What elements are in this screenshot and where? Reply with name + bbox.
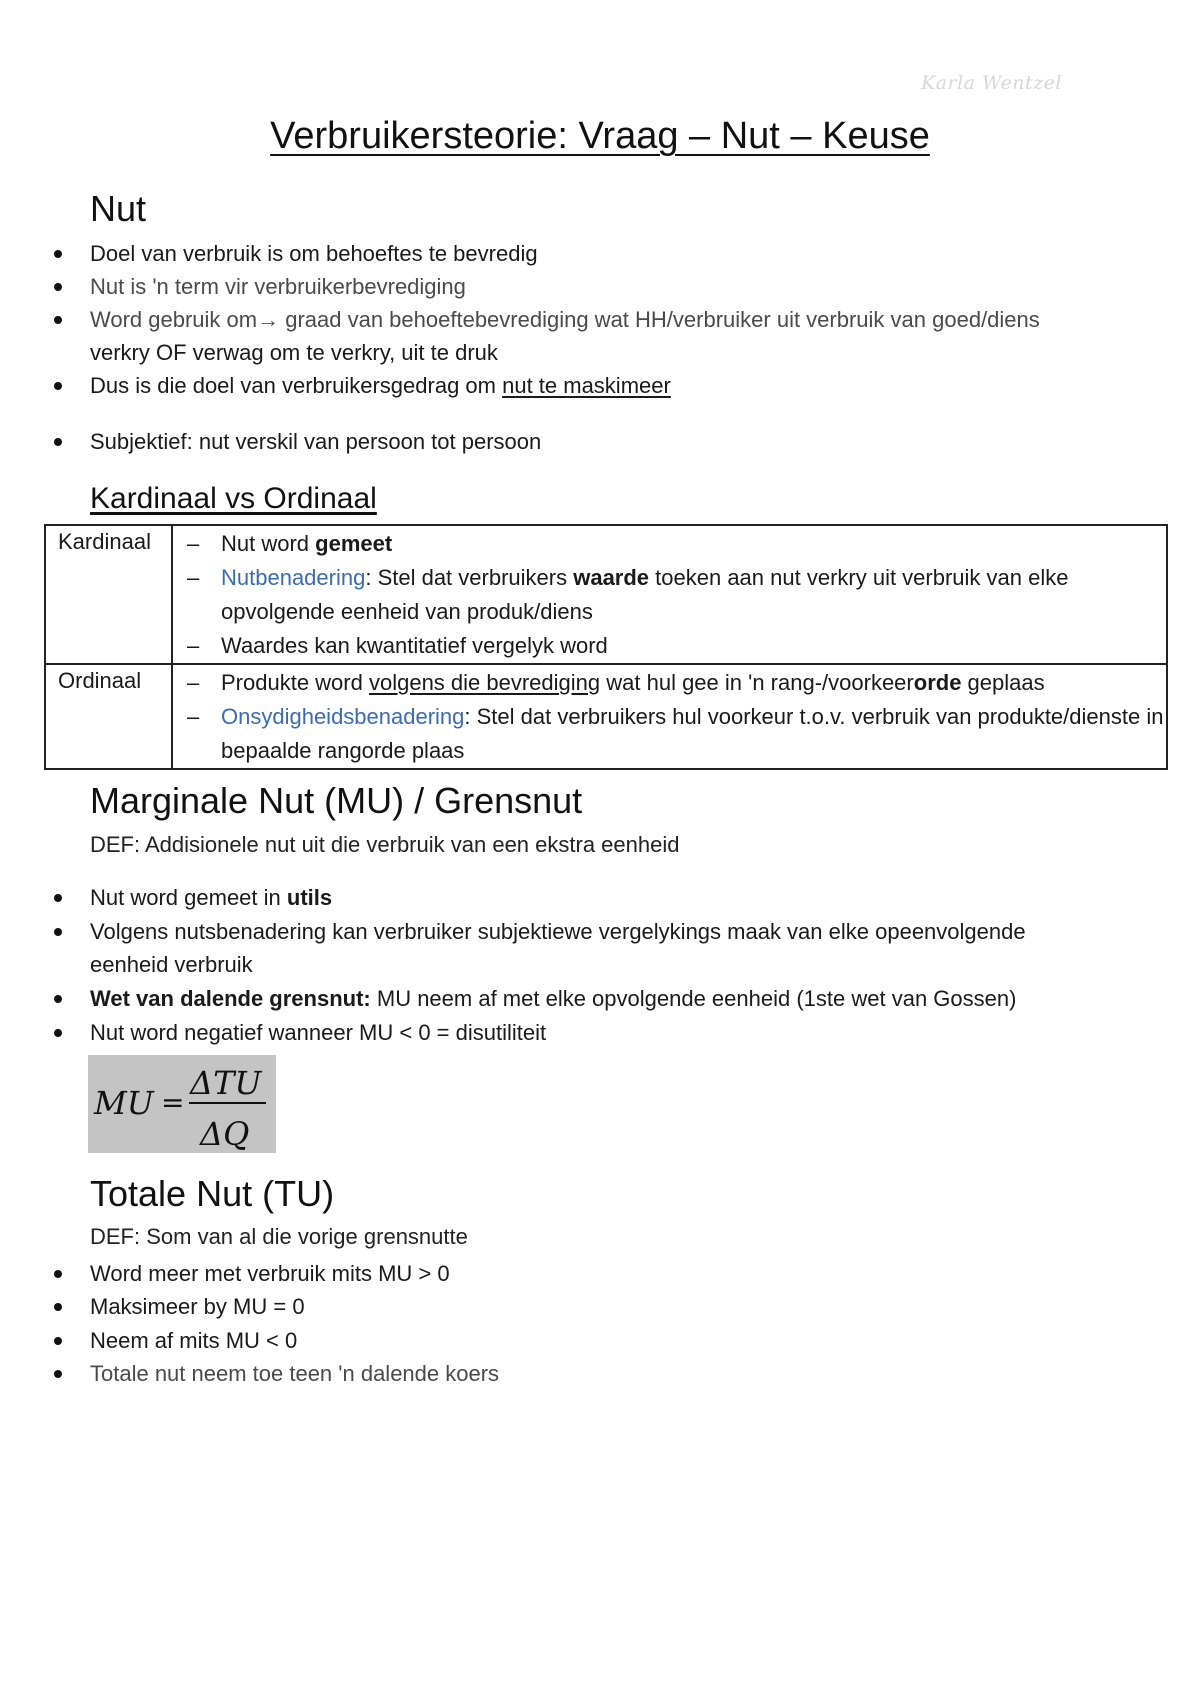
heading-marginale-nut: Marginale Nut (MU) / Grensnut [90,780,583,821]
bullet-icon [54,316,62,324]
bullet-icon [54,894,62,902]
formula-numerator: ΔTU [190,1064,262,1102]
heading-totale-nut: Totale Nut (TU) [90,1173,335,1214]
bullet-icon [54,250,62,258]
bullet-icon [54,1303,62,1311]
row-content [172,525,1167,664]
term-highlight: Nutbenadering [221,565,366,590]
list-item: – Waardes kan kwantitatief vergelyk word [173,629,1166,663]
row-label: Ordinaal [45,664,172,769]
bullet-icon [54,1029,62,1037]
page-title: Verbruikersteorie: Vraag – Nut – Keuse [270,115,930,157]
bullet-icon [54,438,62,446]
dash-icon: – [187,670,200,695]
formula-lhs: MU [94,1084,154,1122]
row-label: Kardinaal [45,525,172,664]
bullet-icon [54,1370,62,1378]
table-row [45,525,1167,664]
bullet-icon [54,1270,62,1278]
list-item: – Produkte word volgens die bevrediging wat hul gee in 'n rang-/voorkeerorde geplaas [173,666,1166,700]
dash-icon: – [187,565,200,590]
formula-equals: = [161,1086,185,1119]
definition: DEF: Som van al die vorige grensnutte [90,1224,468,1249]
bullet-icon [54,1337,62,1345]
dash-icon: – [187,531,200,556]
bullet-icon [54,928,62,936]
comparison-table [44,524,1168,770]
list-item: – Nut word gemeet [173,527,1166,561]
list-item: – Onsydigheidsbenadering: Stel dat verbruikers hul voorkeur t.o.v. verbruik van produkte/dienste in bepaalde rangorde plaas [173,700,1166,768]
list-item: – Nutbenadering: Stel dat verbruikers waarde toeken aan nut verkry uit verbruik van elke opvolgende eenheid van produk/diens [173,561,1166,629]
formula-denominator: ΔQ [200,1115,250,1153]
bullet-icon [54,382,62,390]
dash-icon: – [187,704,200,729]
bullet-icon [54,283,62,291]
author-watermark: Karla Wentzel [921,72,1062,94]
heading-kardinaal-vs-ordinaal: Kardinaal vs Ordinaal [90,482,377,515]
formula-graphic [88,1055,276,1153]
row-content [172,664,1167,769]
dash-icon: – [187,633,200,658]
heading-nut: Nut [90,188,147,229]
bullet-icon [54,995,62,1003]
table-row [45,664,1167,769]
formula-mu [88,1055,276,1153]
definition: DEF: Addisionele nut uit die verbruik van een ekstra eenheid [90,832,680,857]
underlined-phrase: nut te maskimeer [502,373,671,398]
term-highlight: Onsydigheidsbenadering [221,704,465,729]
